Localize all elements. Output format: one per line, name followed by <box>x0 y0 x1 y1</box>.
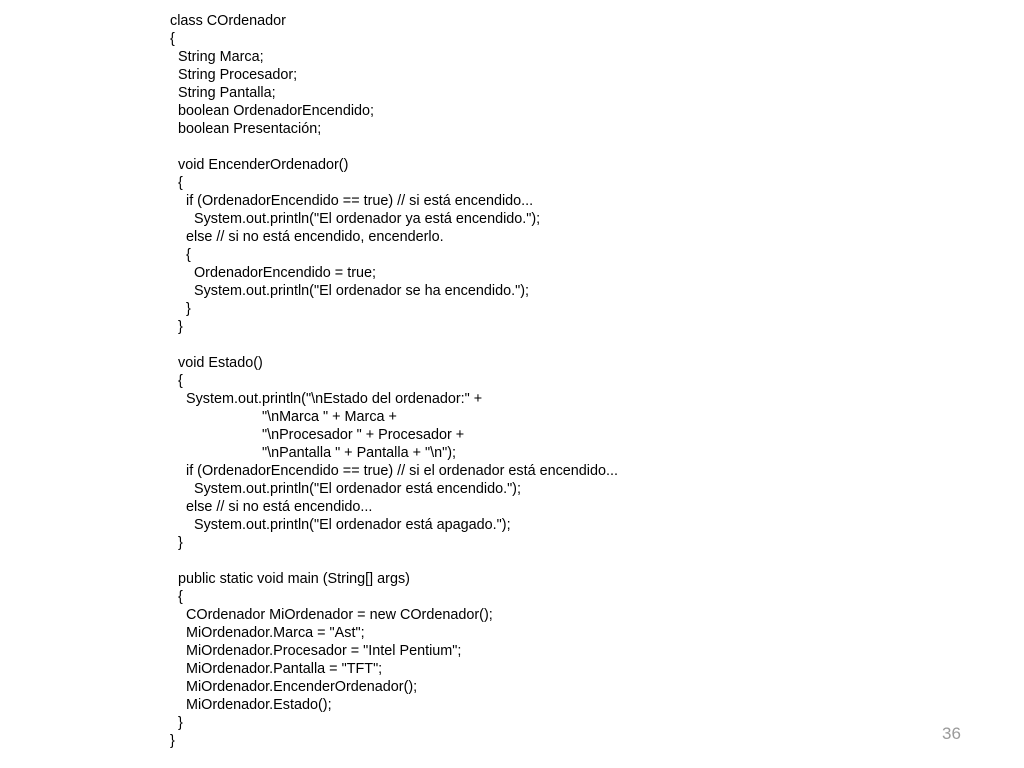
code-line: { <box>170 589 183 605</box>
code-line: if (OrdenadorEncendido == true) // si está encendido... <box>170 193 534 209</box>
code-line: else // si no está encendido, encenderlo. <box>170 229 444 245</box>
page-number: 36 <box>942 724 961 743</box>
code-line: MiOrdenador.Pantalla = "TFT"; <box>170 661 383 677</box>
code-line: "\nPantalla " + Pantalla + "\n"); <box>170 445 456 461</box>
code-line: } <box>170 301 191 317</box>
code-line: void EncenderOrdenador() <box>170 157 349 173</box>
code-line: System.out.println("El ordenador se ha encendido."); <box>170 283 529 299</box>
code-line: { <box>170 175 183 191</box>
code-line: if (OrdenadorEncendido == true) // si el ordenador está encendido... <box>170 463 618 479</box>
code-line: System.out.println("El ordenador está encendido."); <box>170 481 521 497</box>
code-line: COrdenador MiOrdenador = new COrdenador(); <box>170 607 493 623</box>
code-line: MiOrdenador.Marca = "Ast"; <box>170 625 365 641</box>
code-line: String Procesador; <box>170 67 298 83</box>
code-line: { <box>170 31 175 47</box>
code-line: public static void main (String[] args) <box>170 571 410 587</box>
code-line <box>170 552 930 570</box>
code-line: else // si no está encendido... <box>170 499 373 515</box>
code-line: { <box>170 373 183 389</box>
code-line <box>170 336 930 354</box>
code-line: System.out.println("El ordenador está apagado."); <box>170 517 511 533</box>
code-line: void Estado() <box>170 355 263 371</box>
code-line: } <box>170 715 183 731</box>
code-line: MiOrdenador.Estado(); <box>170 697 332 713</box>
code-line: } <box>170 535 183 551</box>
code-line: boolean Presentación; <box>170 121 322 137</box>
code-line: } <box>170 319 183 335</box>
code-line: "\nProcesador " + Procesador + <box>170 427 465 443</box>
code-block <box>170 12 930 750</box>
code-line: OrdenadorEncendido = true; <box>170 265 376 281</box>
code-line: String Marca; <box>170 49 264 65</box>
code-line: { <box>170 247 191 263</box>
code-line: String Pantalla; <box>170 85 276 101</box>
code-line: System.out.println("El ordenador ya está encendido."); <box>170 211 541 227</box>
code-line: boolean OrdenadorEncendido; <box>170 103 375 119</box>
code-line: "\nMarca " + Marca + <box>170 409 397 425</box>
code-line: } <box>170 733 175 749</box>
code-line: MiOrdenador.Procesador = "Intel Pentium"; <box>170 643 462 659</box>
code-line: System.out.println("\nEstado del ordenador:" + <box>170 391 483 407</box>
code-line: class COrdenador <box>170 13 286 29</box>
code-line: MiOrdenador.EncenderOrdenador(); <box>170 679 418 695</box>
code-line <box>170 138 930 156</box>
